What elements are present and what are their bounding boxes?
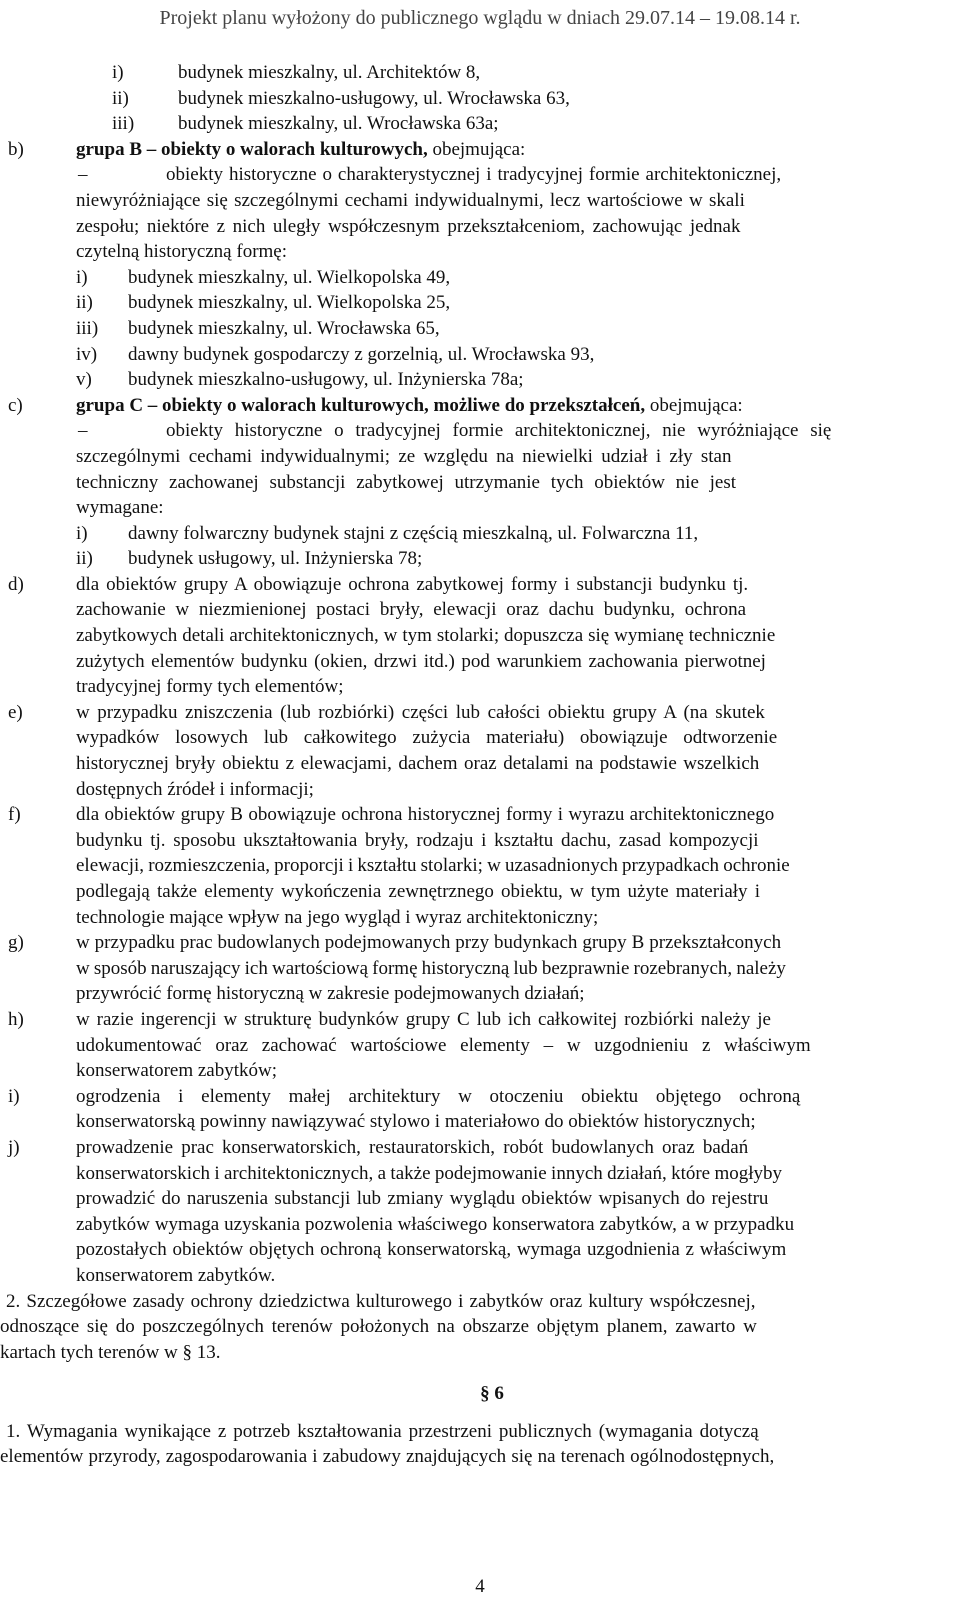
list-item [0,342,960,368]
dash-text: obiekty historyczne o tradycyjnej formie architektonicznej, nie wyróżniające się [166,420,832,442]
dash-line: niewyróżniające się szczególnymi cechami indywidualnymi, lecz wartościowe w skali [76,189,745,211]
group-title-rest: obejmująca: [645,394,743,416]
paragraph-line: przywrócić formę historyczną w zakresie podejmowanych działań; [76,983,585,1005]
section-heading: § 6 [480,1383,504,1405]
paragraph-line: konserwatorem zabytków. [76,1264,276,1286]
paragraph-line: elewacji, rozmieszczenia, proporcji i kształtu stolarki; w uzasadnionych przypadkach ochronie [76,855,790,877]
paragraph-h [0,1007,960,1033]
list-item [0,60,960,86]
paragraph-line: dla obiektów grupy A obowiązuje ochrona zabytkowej formy i substancji budynku tj. [76,573,749,595]
paragraph-line: w przypadku zniszczenia (lub rozbiórki) części lub całości obiektu grupy A (na skutek [76,701,765,723]
item-number: ii) [76,292,93,314]
paragraph-f [0,802,960,828]
dash-marker: – [78,420,88,442]
document-body [0,60,960,1470]
item-number: iii) [76,317,99,339]
group-title: grupa B – obiekty o walorach kulturowych, [76,138,428,160]
dash-line [0,418,960,444]
paragraph-letter: g) [8,932,24,954]
item-text: budynek mieszkalny, ul. Wielkopolska 49, [128,266,451,288]
paragraph-j [0,1135,960,1161]
paragraph-letter: j) [8,1136,20,1158]
point-2-line: kartach tych terenów w § 13. [0,1341,221,1363]
item-text: budynek mieszkalny, ul. Wrocławska 65, [128,317,440,339]
paragraph-line: w sposób naruszający ich wartościową formę historyczną lub bezprawnie rozebranych, należy [76,957,786,979]
item-number: iv) [76,343,98,365]
list-item [0,86,960,112]
paragraph-line: zabytkowych detali architektonicznych, w tym stolarki; dopuszcza się wymianę technicznie [76,625,776,647]
paragraph-letter: b) [8,138,24,160]
item-text: budynek mieszkalny, ul. Wrocławska 63a; [178,113,499,135]
paragraph-g [0,930,960,956]
paragraph-line: zachowanie w niezmienionej postaci bryły, elewacji oraz dachu budynku, ochrona [76,599,746,621]
paragraph-line: technologie mające wpływ na jego wygląd i wyraz architektoniczny; [76,906,599,928]
paragraph-line: wypadków losowych lub całkowitego zużycia materiału) obowiązuje odtworzenie [76,727,778,749]
item-text: budynek mieszkalno-usługowy, ul. Wrocławska 63, [178,87,570,109]
item-text: dawny folwarczny budynek stajni z częścią mieszkalną, ul. Folwarczna 11, [128,522,699,544]
item-number: ii) [76,548,93,570]
paragraph-e [0,700,960,726]
paragraph-letter: c) [8,394,23,416]
paragraph-c-heading [0,393,960,419]
paragraph-letter: f) [8,804,21,826]
paragraph-line: dostępnych źródeł i informacji; [76,778,314,800]
dash-line: techniczny zachowanej substancji zabytkowej utrzymanie tych obiektów nie jest [76,471,737,493]
point-1-line: elementów przyrody, zagospodarowania i zabudowy znajdujących się na terenach ogólnodostępnych, [0,1446,775,1468]
paragraph-line: w przypadku prac budowlanych podejmowanych przy budynkach grupy B przekształconych [76,932,782,954]
paragraph-line: podlegają także elementy wykończenia zewnętrznego obiektu, w tym użyte materiały i [76,881,760,902]
paragraph-line: konserwatorskich i architektonicznych, a także podejmowanie innych działań, które mogłyby [76,1162,783,1184]
item-number: i) [112,62,124,83]
group-title-rest: obejmująca: [427,138,526,160]
item-number: ii) [112,87,129,109]
page-number: 4 [475,1576,485,1597]
paragraph-line: prowadzenie prac konserwatorskich, restauratorskich, robót budowlanych oraz badań [76,1136,749,1158]
dash-line: szczególnymi cechami indywidualnymi; ze względu na niewielki udział i zły stan [76,445,732,467]
list-item [0,265,960,291]
paragraph-line: udokumentować oraz zachować wartościowe elementy – w uzgodnieniu z właściwym [76,1034,811,1056]
paragraph-line: zużytych elementów budynku (okien, drzwi itd.) pod warunkiem zachowania pierwotnej [76,650,766,672]
paragraph-line: ogrodzenia i elementy małej architektury w otoczeniu obiektu objętego ochroną [76,1085,801,1107]
dash-line [0,162,960,188]
item-number: iii) [112,113,135,135]
paragraph-line: konserwatorem zabytków; [76,1060,278,1082]
paragraph-i [0,1084,960,1110]
paragraph-line: w razie ingerencji w strukturę budynków grupy C lub ich całkowitej rozbiórki należy je [76,1008,771,1030]
paragraph-line: prowadzić do naruszenia substancji lub zmiany wyglądu obiektów wpisanych do rejestru [76,1188,769,1210]
paragraph-letter: e) [8,701,23,723]
list-item [0,111,960,137]
item-number: v) [76,369,92,391]
item-text: dawny budynek gospodarczy z gorzelnią, ul. Wrocławska 93, [128,343,595,365]
item-text: budynek mieszkalno-usługowy, ul. Inżynierska 78a; [128,369,524,391]
paragraph-line: konserwatorską powinny nawiązywać stylowo i materiałowo do obiektów historycznych; [76,1111,756,1133]
item-text: budynek mieszkalny, ul. Architektów 8, [178,62,481,83]
group-title: grupa C – obiekty o walorach kulturowych, możliwe do przekształceń, [76,394,646,416]
page-header: Projekt planu wyłożony do publicznego wglądu w dniach 29.07.14 – 19.08.14 r. [159,7,801,29]
dash-text: obiekty historyczne o charakterystycznej i tradycyjnej formie architektonicznej, [166,164,782,186]
paragraph-d [0,572,960,598]
paragraph-b-heading [0,137,960,163]
paragraph-letter: i) [8,1085,20,1107]
list-item [0,546,960,572]
dash-marker: – [78,164,88,186]
dash-line: wymagane: [76,497,164,519]
list-item [0,521,960,547]
paragraph-line: budynku tj. sposobu ukształtowania bryły, rodzaju i kształtu dachu, zasad kompozycji [76,829,759,851]
list-item [0,316,960,342]
point-2-line: odnoszące się do poszczególnych terenów położonych na obszarze objętym planem, zawarto w [0,1316,757,1338]
paragraph-letter: h) [8,1008,24,1030]
paragraph-line: historycznej bryły obiektu z elewacjami, dachem oraz detalami na podstawie wszelkich [76,753,760,775]
dash-line: czytelną historyczną formę: [76,241,288,263]
paragraph-line: tradycyjnej formy tych elementów; [76,676,344,698]
list-item [0,290,960,316]
dash-line: zespołu; niektóre z nich uległy współczesnym przekształceniom, zachowując jednak [76,215,741,237]
item-text: budynek usługowy, ul. Inżynierska 78; [128,548,423,570]
item-number: i) [76,522,88,544]
item-number: i) [76,266,88,288]
paragraph-line: dla obiektów grupy B obowiązuje ochrona historycznej formy i wyrazu architektonicznego [76,804,775,826]
list-item [0,367,960,393]
paragraph-letter: d) [8,573,24,595]
item-text: budynek mieszkalny, ul. Wielkopolska 25, [128,292,451,314]
point-2-line: 2. Szczegółowe zasady ochrony dziedzictwa kulturowego i zabytków oraz kultury współczesnej, [6,1290,756,1312]
paragraph-line: pozostałych obiektów objętych ochroną konserwatorską, wymaga uzgodnienia z właściwym [76,1239,787,1261]
point-1-line: 1. Wymagania wynikające z potrzeb kształtowania przestrzeni publicznych (wymagania dotyczą [6,1420,759,1442]
paragraph-line: zabytków wymaga uzyskania pozwolenia właściwego konserwatora zabytków, a w przypadku [76,1213,795,1235]
